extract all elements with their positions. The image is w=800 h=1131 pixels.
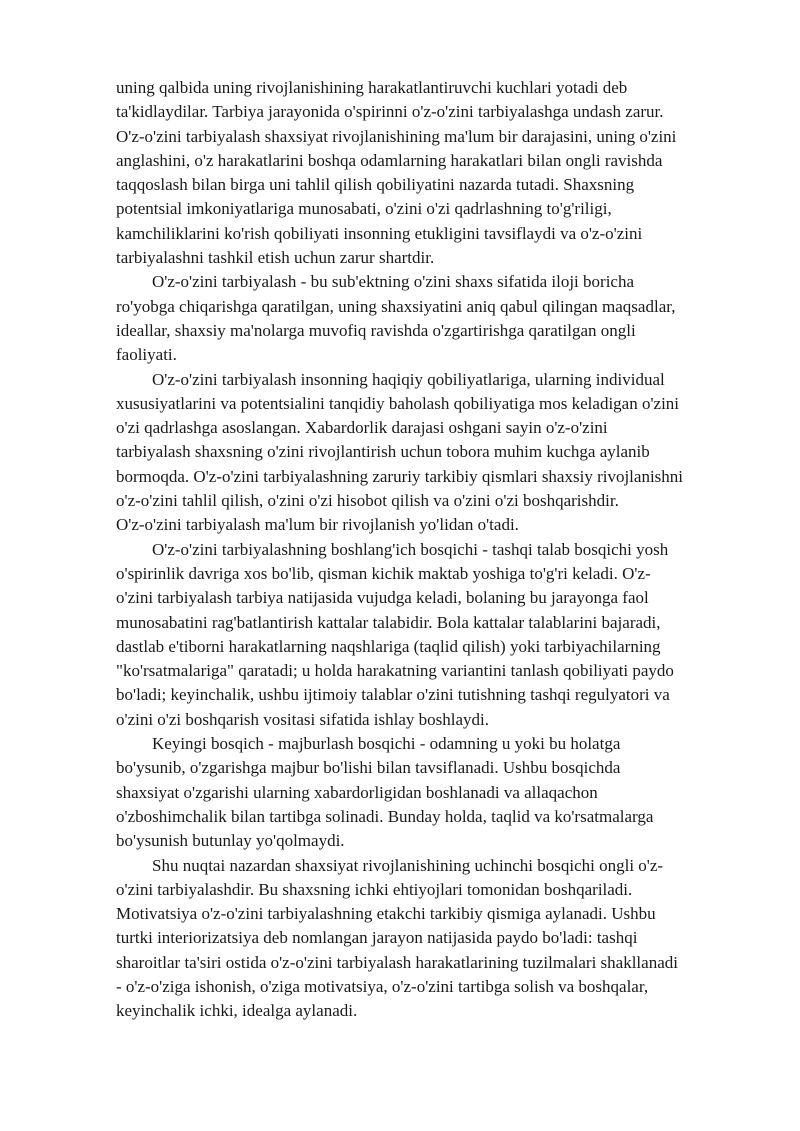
paragraph xyxy=(116,854,746,1024)
text-line: O'z-o'zini tarbiyalash shaxsiyat rivojlanishining ma'lum bir darajasini, uning o'zini xyxy=(116,126,677,146)
text-line: potentsial imkoniyatlariga munosabati, o'zini o'zi qadrlashning to'g'riligi, xyxy=(116,199,612,219)
text-line: taqqoslash bilan birga uni tahlil qilish qobiliyatini nazarda tutadi. Shaxsning xyxy=(116,175,635,195)
text-line: keyinchalik ichki, idealga aylanadi. xyxy=(116,1001,358,1021)
text-line: Shu nuqtai nazardan shaxsiyat rivojlanishining uchinchi bosqichi ongli o'z- xyxy=(152,855,664,875)
text-line: bo'ysunish butunlay yo'qolmaydi. xyxy=(116,831,345,851)
text-line: shaxsiyat o'zgarishi ularning xabardorligidan boshlanadi va allaqachon xyxy=(116,782,598,802)
text-line: uning qalbida uning rivojlanishining harakatlantiruvchi kuchlari yotadi deb xyxy=(116,78,628,97)
text-line: "ko'rsatmalariga" qaratadi; u holda harakatning variantini tanlash qobiliyati paydo xyxy=(116,661,674,681)
text-line: o'zboshimchalik bilan tartibga solinadi. Bunday holda, taqlid va ko'rsatmalarga xyxy=(116,806,654,826)
paragraph xyxy=(116,270,746,367)
text-line: o'zi qadrlashga asoslangan. Xabardorlik darajasi oshgani sayin o'z-o'zini xyxy=(116,418,608,438)
text-line: ta'kidlaydilar. Tarbiya jarayonida o'spirinni o'z-o'zini tarbiyalashga undash zarur. xyxy=(116,102,664,122)
text-line: bo'ladi; keyinchalik, ushbu ijtimoiy talablar o'zini tutishning tashqi regulyatori va xyxy=(116,685,670,705)
text-line: xususiyatlarini va potentsialini tanqidiy baholash qobiliyatiga mos keladigan o'zini xyxy=(116,393,680,413)
text-line: Motivatsiya o'z-o'zini tarbiyalashning etakchi tarkibiy qismiga aylanadi. Ushbu xyxy=(116,904,656,924)
text-line: ro'yobga chiqarishga qaratilgan, uning shaxsiyatini aniq qabul qilingan maqsadlar, xyxy=(116,296,676,316)
text-line: O'z-o'zini tarbiyalash insonning haqiqiy qobiliyatlariga, ularning individual xyxy=(152,369,665,389)
paragraph xyxy=(116,538,746,732)
text-line: munosabatini rag'batlantirish kattalar talabidir. Bola kattalar talablarini bajaradi, xyxy=(116,612,661,632)
text-line: bo'ysunib, o'zgarishga majbur bo'lishi bilan tavsiflanadi. Ushbu bosqichda xyxy=(116,758,621,778)
text-line: turtki interiorizatsiya deb nomlangan jarayon natijasida paydo bo'ladi: tashqi xyxy=(116,928,638,948)
text-line: ideallar, shaxsiy ma'nolarga muvofiq ravishda o'zgartirishga qaratilgan ongli xyxy=(116,320,636,340)
text-line: sharoitlar ta'siri ostida o'z-o'zini tarbiyalash harakatlarining tuzilmalari shakllanadi xyxy=(116,952,678,972)
text-line: O'z-o'zini tarbiyalash - bu sub'ektning o'zini shaxs sifatida iloji boricha xyxy=(152,272,635,292)
text-line: tarbiyalashni tashkil etish uchun zarur shartdir. xyxy=(116,248,435,268)
text-line: o'z-o'zini tahlil qilish, o'zini o'zi hisobot qilish va o'zini o'zi boshqarishdir. xyxy=(116,491,619,511)
text-line: bormoqda. O'z-o'zini tarbiyalashning zaruriy tarkibiy qismlari shaxsiy rivojlanishni xyxy=(116,466,684,486)
paragraph xyxy=(116,76,746,270)
text-line: o'spirinlik davriga xos bo'lib, qisman kichik maktab yoshiga to'g'ri keladi. O'z- xyxy=(116,563,651,583)
text-line: o'zini tarbiyalash tarbiya natijasida vujudga keladi, bolaning bu jarayonga faol xyxy=(116,588,649,608)
text-line: faoliyati. xyxy=(116,345,177,365)
text-line: tarbiyalash shaxsning o'zini rivojlantirish uchun tobora muhim kuchga aylanib xyxy=(116,442,650,462)
text-line: O'z-o'zini tarbiyalash ma'lum bir rivojlanish yo'lidan o'tadi. xyxy=(116,515,519,535)
text-line: kamchiliklarini ko'rish qobiliyati insonning etukligini tavsiflaydi va o'z-o'zini xyxy=(116,223,643,243)
paragraph xyxy=(116,368,746,538)
paragraph xyxy=(116,732,746,853)
text-line: o'zini tarbiyalashdir. Bu shaxsning ichki ehtiyojlari tomonidan boshqariladi. xyxy=(116,879,633,899)
document-body xyxy=(116,76,746,1024)
text-line: dastlab e'tiborni harakatlarning naqshlariga (taqlid qilish) yoki tarbiyachilarning xyxy=(116,636,661,656)
text-line: - o'z-o'ziga ishonish, o'ziga motivatsiya, o'z-o'zini tartibga solish va boshqalar, xyxy=(116,976,649,996)
text-line: anglashini, o'z harakatlarini boshqa odamlarning harakatlari bilan ongli ravishda xyxy=(116,150,663,170)
text-line: o'zini o'zi boshqarish vositasi sifatida ishlay boshlaydi. xyxy=(116,709,489,729)
text-line: O'z-o'zini tarbiyalashning boshlang'ich bosqichi - tashqi talab bosqichi yosh xyxy=(152,539,669,559)
text-line: Keyingi bosqich - majburlash bosqichi - odamning u yoki bu holatga xyxy=(152,734,621,754)
